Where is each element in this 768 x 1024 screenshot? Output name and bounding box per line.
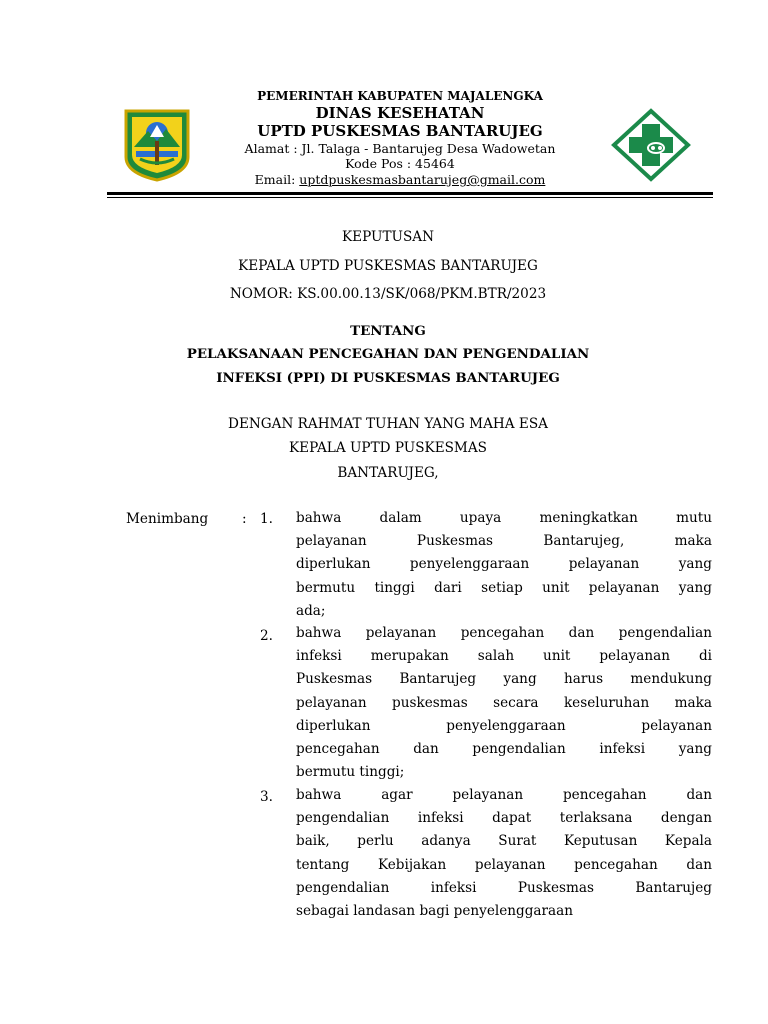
consideration-item	[296, 622, 712, 784]
item-number: 2.	[260, 628, 273, 644]
item-line: diperlukan penyelenggaraan pelayanan	[296, 717, 712, 734]
opening-line3: BANTARUJEG,	[337, 465, 439, 481]
letterhead-government: PEMERINTAH KABUPATEN MAJALENGKA	[257, 89, 543, 103]
item-number: 3.	[260, 789, 273, 805]
item-line: diperlukan penyelenggaraan pelayanan yang	[296, 556, 712, 573]
decree-about: TENTANG	[350, 323, 426, 339]
decree-subject-line2: INFEKSI (PPI) DI PUSKESMAS BANTARUJEG	[216, 370, 560, 386]
item-line: pengendalian infeksi Puskesmas Bantarujeg	[296, 879, 712, 896]
letterhead-address: Alamat : Jl. Talaga - Bantarujeg Desa Wadowetan	[244, 141, 556, 156]
letterhead-unit: UPTD PUSKESMAS BANTARUJEG	[257, 122, 543, 140]
considerations-colon: :	[242, 511, 247, 527]
decree-heading: KEPUTUSAN	[342, 229, 434, 245]
email-link[interactable]: uptdpuskesmasbantarujeg@gmail.com	[299, 172, 546, 187]
item-line: ada;	[296, 602, 326, 619]
opening-line1: DENGAN RAHMAT TUHAN YANG MAHA ESA	[228, 416, 548, 432]
decree-number: NOMOR: KS.00.00.13/SK/068/PKM.BTR/2023	[229, 286, 547, 302]
item-line: bahwa pelayanan pencegahan dan pengendalian	[296, 625, 712, 641]
considerations-label: Menimbang	[126, 511, 209, 527]
item-line: infeksi merupakan salah unit pelayanan di	[296, 648, 712, 665]
item-line: Puskesmas Bantarujeg yang harus mendukung	[296, 671, 712, 688]
item-line: pelayanan Puskesmas Bantarujeg, maka	[296, 533, 712, 550]
decree-issuer: KEPALA UPTD PUSKESMAS BANTARUJEG	[238, 258, 538, 274]
item-line: bahwa agar pelayanan pencegahan dan	[296, 787, 712, 803]
item-line: bermutu tinggi;	[296, 764, 405, 781]
item-number: 1.	[260, 511, 273, 527]
puskesmas-cross-logo-icon	[611, 108, 691, 182]
opening-line2: KEPALA UPTD PUSKESMAS	[289, 440, 487, 456]
item-line: pelayanan puskesmas secara keseluruhan maka	[296, 694, 712, 711]
item-line: tentang Kebijakan pelayanan pencegahan dan	[296, 856, 712, 873]
item-line: pengendalian infeksi dapat terlaksana dengan	[296, 810, 712, 827]
letterhead-postal: Kode Pos : 45464	[345, 156, 455, 171]
item-line: baik, perlu adanya Surat Keputusan Kepala	[296, 833, 712, 850]
letterhead-divider	[107, 192, 713, 195]
letterhead-email-line	[200, 172, 600, 187]
decree-subject-line1: PELAKSANAAN PENCEGAHAN DAN PENGENDALIAN	[186, 346, 590, 362]
majalengka-regency-emblem-icon	[122, 107, 192, 182]
consideration-item	[296, 507, 712, 623]
consideration-item	[296, 784, 712, 923]
item-line: bahwa dalam upaya meningkatkan mutu	[296, 510, 712, 526]
item-line: bermutu tinggi dari setiap unit pelayanan yang	[296, 579, 712, 596]
letterhead-divider-thin	[107, 197, 713, 198]
item-line: sebagai landasan bagi penyelenggaraan	[296, 902, 573, 919]
letterhead-agency: DINAS KESEHATAN	[315, 104, 485, 122]
item-line: pencegahan dan pengendalian infeksi yang	[296, 740, 712, 757]
email-label: Email:	[254, 172, 300, 187]
